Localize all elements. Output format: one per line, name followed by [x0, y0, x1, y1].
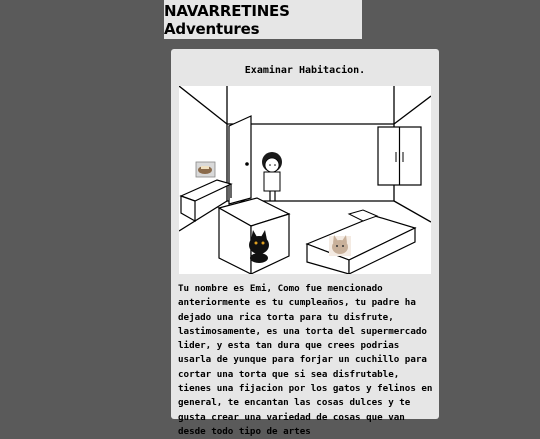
bed[interactable]	[307, 210, 415, 274]
page-title: NAVARRETINES Adventures	[164, 1, 290, 38]
room-illustration	[179, 86, 431, 274]
story-text: Tu nombre es Emi, Como fue mencionado anteriormente es tu cumpleaños, tu padre ha dejado una rica torta para tu disfrute, lastimosamente, es una torta del supermercado lider, y esta tan dura que crees podrias usarla de yunque para forjar un cuchillo para cortar una torta que si sea disfrutable, tienes una fijacion por los gatos y felinos en general, te encantan las cosas dulces y te gusta crear una variedad de cosas que van desde todo tipo de artes	[178, 283, 433, 437]
cat-picture[interactable]	[329, 235, 351, 256]
panel-heading: Examinar Habitacion.	[244, 65, 366, 76]
wardrobe[interactable]	[378, 127, 421, 185]
room-scene[interactable]	[179, 86, 431, 274]
title-box	[164, 0, 362, 39]
content-panel	[171, 49, 439, 437]
door-left[interactable]	[229, 116, 251, 204]
cake-picture[interactable]	[196, 162, 215, 177]
girl-character[interactable]	[262, 152, 282, 201]
